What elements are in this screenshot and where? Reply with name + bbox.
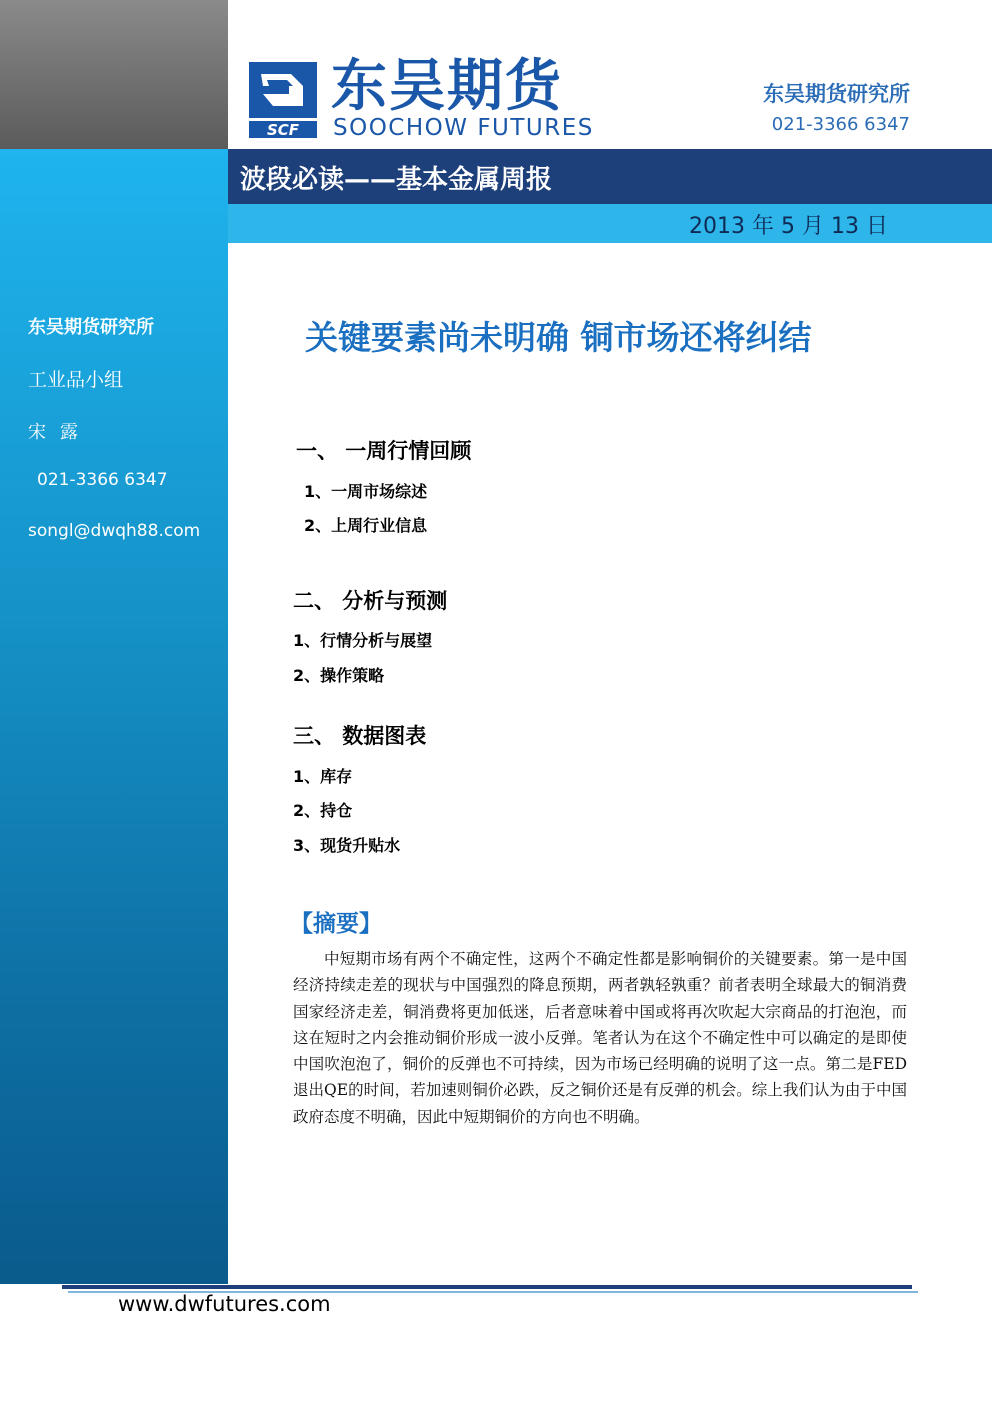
toc-item: 3、现货升贴水: [293, 836, 401, 855]
sidebar-email-link[interactable]: songl@dwqh88.com: [28, 521, 201, 541]
sidebar-phone: 021-3366 6347: [37, 470, 168, 490]
report-date: 2013 年 5 月 13 日: [689, 214, 888, 239]
footer-website-link[interactable]: www.dwfutures.com: [118, 1292, 331, 1316]
section-title: 一、 一周行情回顾: [296, 439, 472, 463]
scf-logo-icon: [247, 60, 319, 140]
logo-abbr: SCF: [266, 121, 300, 139]
abstract-body: 中短期市场有两个不确定性，这两个不确定性都是影响铜价的关键要素。第一是中国经济持续走差的现状与中国强烈的降息预期，两者孰轻孰重？前者表明全球最大的铜消费国家经济走差，铜消费将更加低迷，后者意味着中国或将再次吹起大宗商品的打泡泡，而这在短时之内会推动铜价形成一波小反弹。笔者认为在这个不确定性中可以确定的是即使中国吹泡泡了，铜价的反弹也不可持续，因为市场已经明确的说明了这一点。第二是FED退出QE的时间，若加速则铜价必跌，反之铜价还是有反弹的机会。综上我们认为由于中国政府态度不明确，因此中短期铜价的方向也不明确。: [293, 950, 907, 1126]
sidebar-group: 工业品小组: [28, 369, 124, 391]
toc-item: 1、行情分析与展望: [293, 631, 433, 650]
sidebar-institute: 东吴期货研究所: [28, 317, 154, 338]
logo-english-name: SOOCHOW FUTURES: [333, 115, 594, 141]
toc-item: 2、上周行业信息: [304, 516, 428, 535]
report-date-bar: [228, 204, 992, 243]
company-logo: [247, 54, 594, 142]
report-title: 波段必读——基本金属周报: [240, 165, 553, 195]
footer-divider: [62, 1285, 912, 1289]
toc-item: 1、一周市场综述: [304, 482, 428, 501]
logo-chinese-name: 东吴期货: [331, 54, 563, 119]
toc-item: 2、持仓: [293, 801, 353, 820]
section-title: 二、 分析与预测: [293, 589, 448, 613]
header-phone: 021-3366 6347: [771, 114, 910, 135]
toc-item: 2、操作策略: [293, 666, 385, 685]
toc-item: 1、库存: [293, 767, 353, 786]
abstract-heading: 【摘要】: [290, 911, 382, 937]
headline: 关键要素尚未明确 铜市场还将纠结: [305, 318, 812, 357]
report-title-bar: [228, 149, 992, 204]
sidebar-author: 宋露: [28, 422, 92, 443]
section-title: 三、 数据图表: [293, 724, 427, 748]
header-institute-name: 东吴期货研究所: [763, 82, 910, 106]
header-gray-block: [0, 0, 228, 149]
